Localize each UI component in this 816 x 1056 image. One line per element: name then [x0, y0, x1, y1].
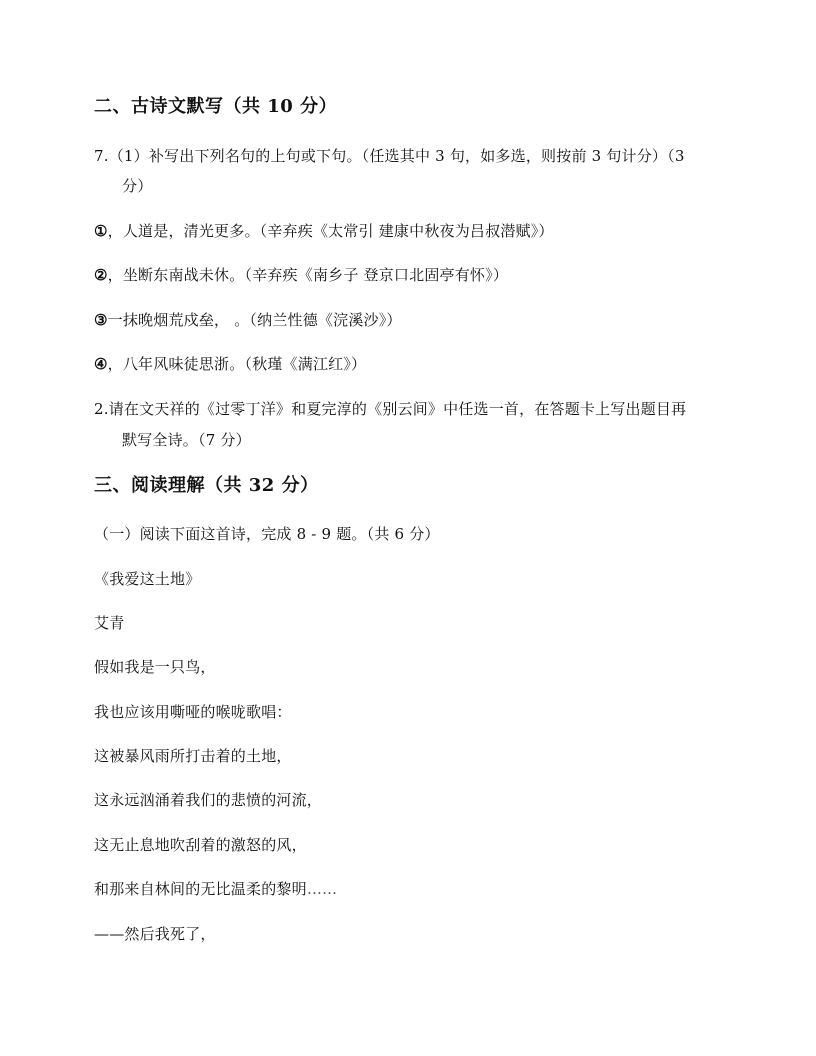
- poem-line-5: 这无止息地吹刮着的激怒的风，: [94, 836, 307, 854]
- poem-line-7: ——然后我死了，: [94, 925, 216, 943]
- item-text: ，八年风味徒思浙。（秋瑾《满江红》）: [107, 355, 367, 373]
- item-number: ③: [94, 311, 108, 329]
- poem-line-6: [94, 879, 337, 899]
- item-text: ，人道是，清光更多。（辛弃疾《太常引 建康中秋夜为吕叔潜赋》）: [107, 222, 554, 240]
- question-7-prompt: 7.（1）补写出下列名句的上句或下句。（任选其中 3 句，如多选，则按前 3 句计分）（3: [94, 147, 685, 165]
- poem-line-4: 这永远汹涌着我们的悲愤的河流，: [94, 791, 323, 809]
- poem-line-1: 假如我是一只鸟，: [94, 658, 216, 676]
- section-2-heading: 二、古诗文默写（共 10 分）: [94, 96, 338, 117]
- question-7-part-2: 2.请在文天祥的《过零丁洋》和夏完淳的《别云间》中任选一首，在答题卡上写出题目再: [94, 400, 687, 418]
- fill-item-3: [94, 310, 402, 330]
- poem-author: 艾青: [94, 614, 125, 632]
- poem-line-3: 这被暴风雨所打击着的土地，: [94, 747, 292, 765]
- fill-item-2: [94, 265, 508, 285]
- question-7-part-2-continued: 默写全诗。（7 分）: [122, 431, 251, 449]
- question-7-prompt-continued: 分）: [122, 177, 153, 195]
- poem-line-2: 我也应该用嘶哑的喉咙歌唱：: [94, 703, 292, 721]
- item-number: ②: [94, 266, 108, 284]
- poem-line-text: 和那来自林间的无比温柔的黎明: [94, 880, 307, 898]
- poem-title: 《我爱这土地》: [94, 570, 201, 588]
- fill-item-1: [94, 221, 554, 241]
- section-3-heading: 三、阅读理解（共 32 分）: [94, 475, 319, 496]
- fill-item-4: [94, 354, 366, 374]
- item-text: ，坐断东南战未休。（辛弃疾《南乡子 登京口北固亭有怀》）: [107, 266, 509, 284]
- poem-ellipsis: ……: [306, 880, 338, 898]
- item-text: 一抹晚烟荒戍垒， 。（纳兰性德《浣溪沙》）: [107, 311, 402, 329]
- item-number: ④: [94, 355, 108, 373]
- reading-subsection-1: （一）阅读下面这首诗，完成 8 - 9 题。（共 6 分）: [94, 525, 440, 543]
- item-number: ①: [94, 222, 108, 240]
